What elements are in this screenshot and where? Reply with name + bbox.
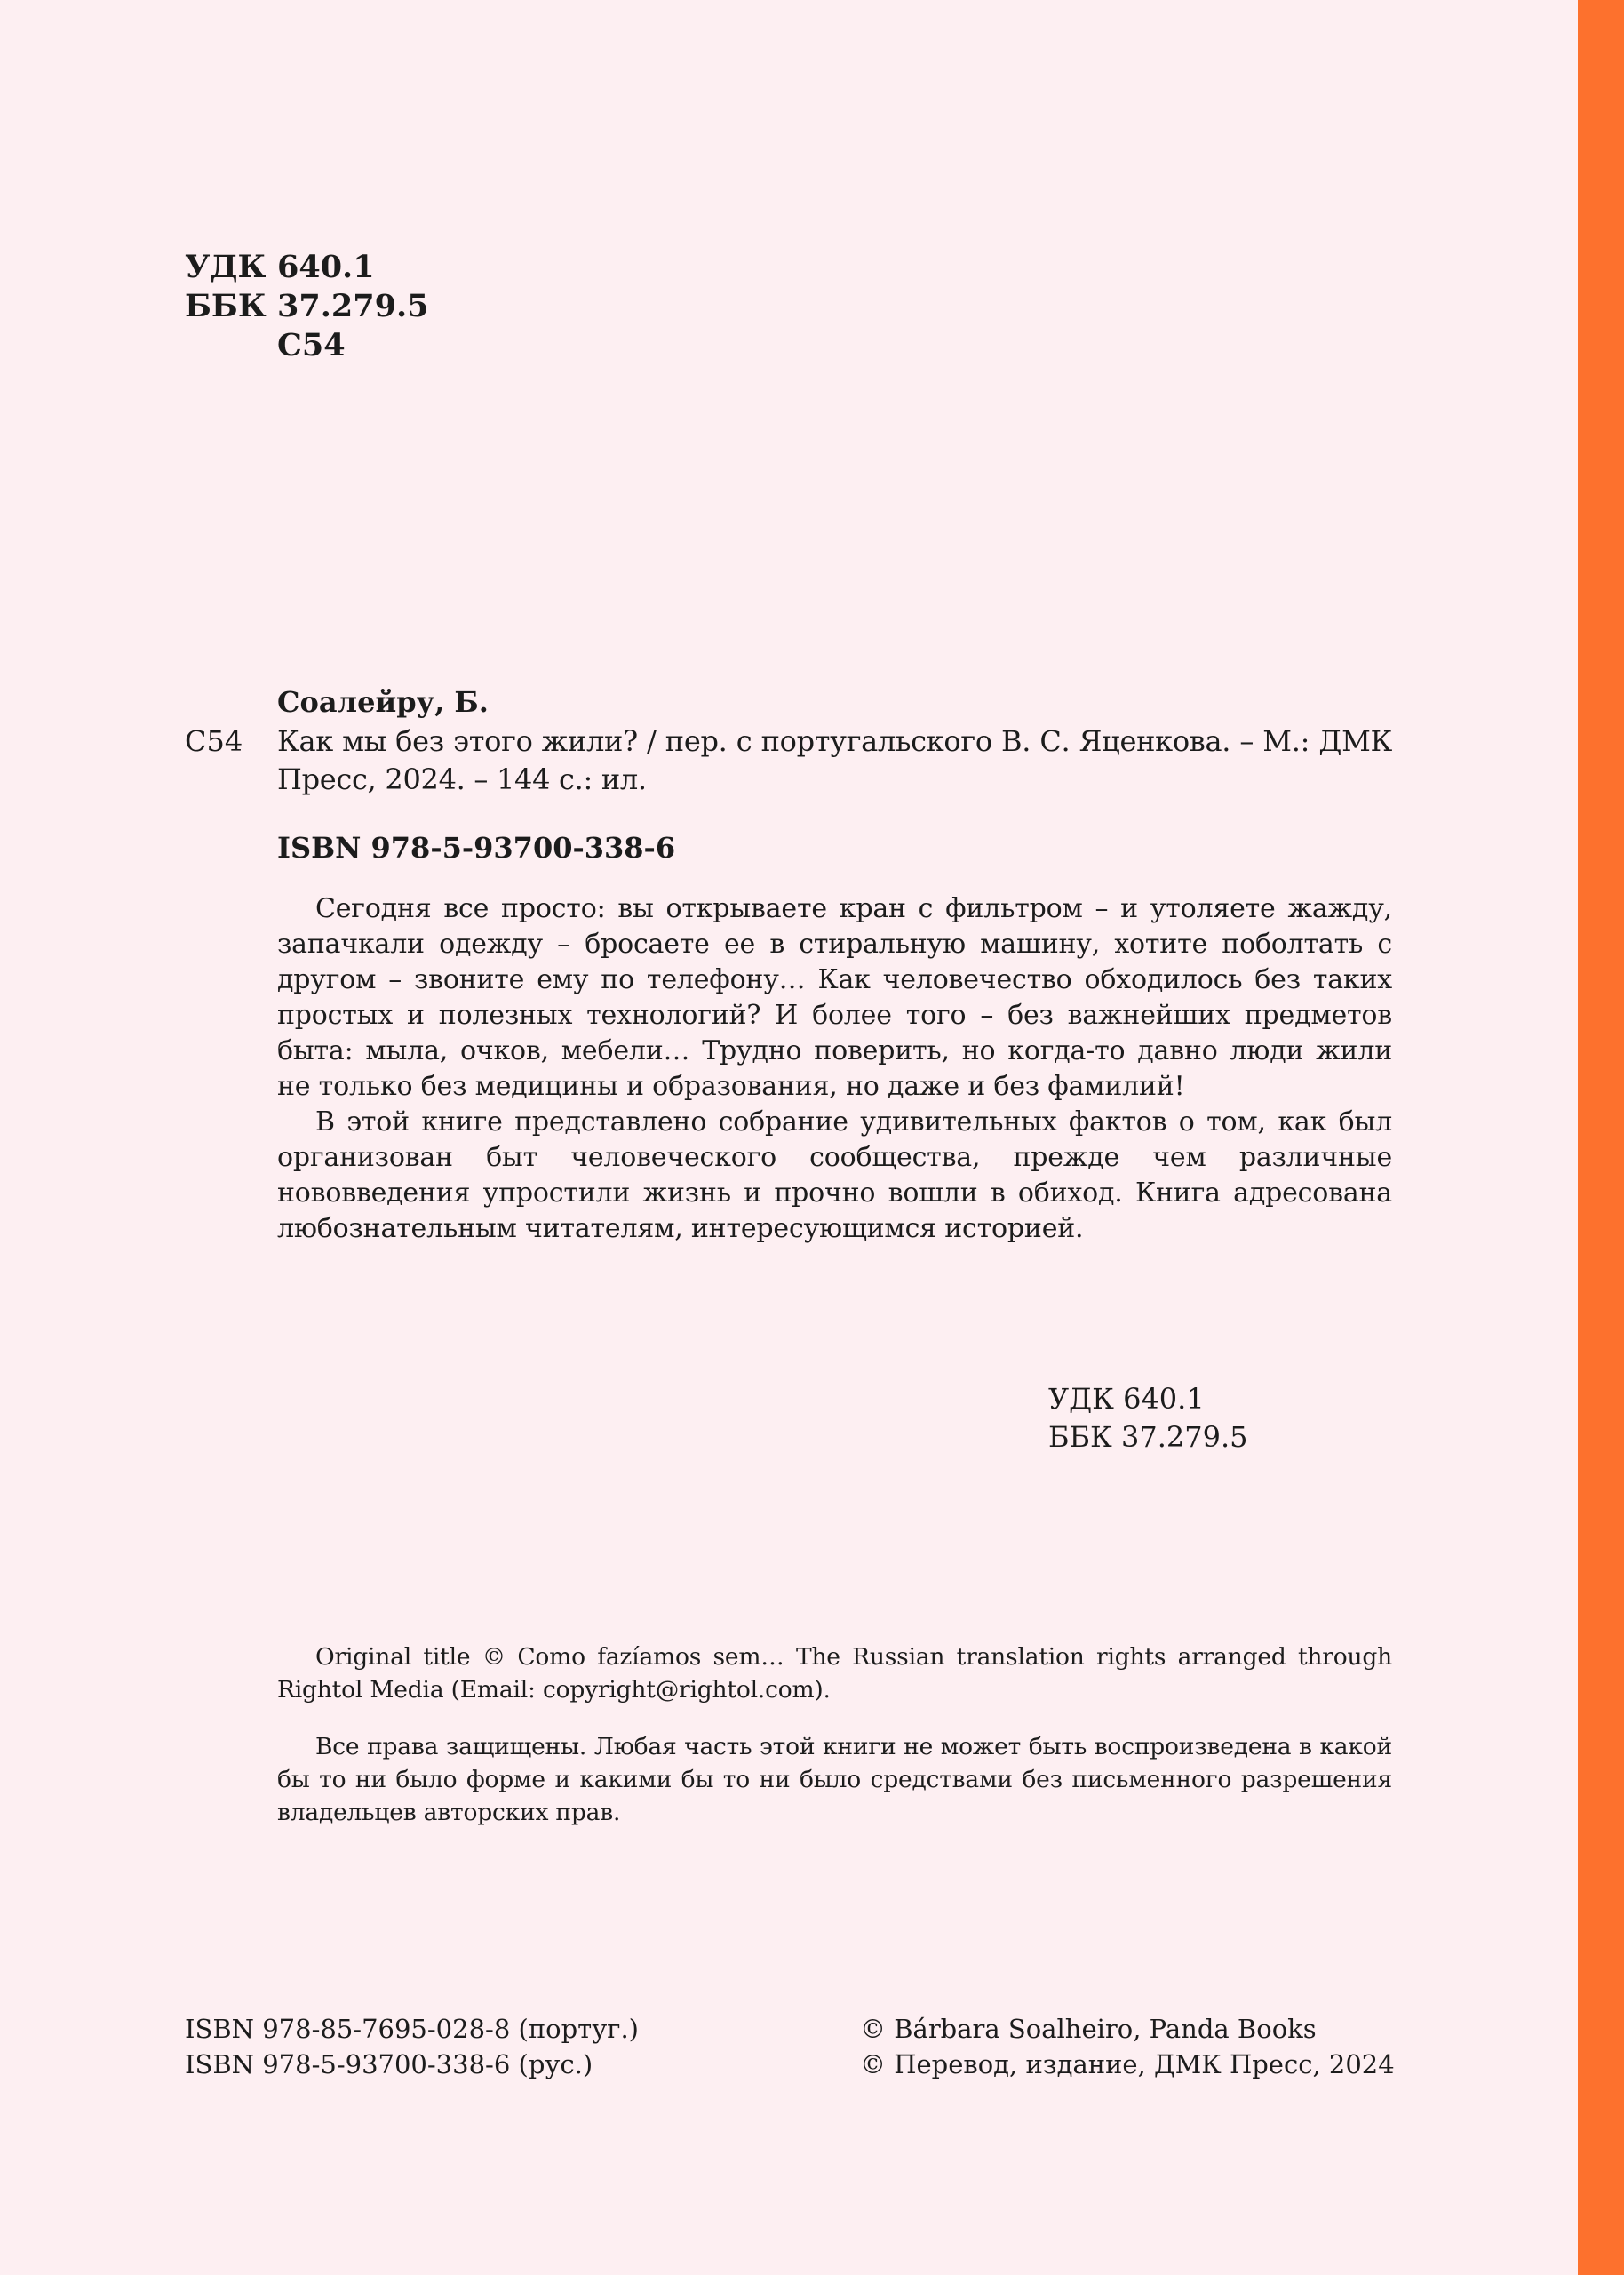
- copyright-translation: © Перевод, издание, ДМК Пресс, 2024: [860, 2049, 1395, 2079]
- copyright-original: © Bárbara Soalheiro, Panda Books: [860, 2014, 1317, 2044]
- bbk-value: 37.279.5: [277, 288, 429, 324]
- author-mark-top: С54: [277, 327, 346, 363]
- rights-reserved-note: Все права защищены. Любая часть этой книги не может быть воспроизведена в какой бы то ни было форме и какими бы то ни было средствами без письменного разрешения владельцев авторских прав.: [277, 1733, 1392, 1826]
- udk-label: УДК: [185, 249, 267, 285]
- bbk-label: ББК: [185, 288, 267, 324]
- isbn-russian: ISBN 978-5-93700-338-6 (рус.): [185, 2049, 593, 2079]
- abstract-paragraph-2: В этой книге представлено собрание удивительных фактов о том, как был организован быт человеческого сообщества, прежде чем различные нововведения упростили жизнь и прочно вошли в обиход. Книга адресована любознательным читателям, интересующимся историей.: [277, 1106, 1392, 1244]
- author-mark: С54: [185, 724, 243, 758]
- orange-edge-bar: [1578, 0, 1624, 2275]
- author-name: Соалейру, Б.: [277, 685, 489, 719]
- title-line-1: Как мы без этого жили? / пер. с португальского В. С. Яценкова. – М.: ДМК: [277, 724, 1392, 758]
- isbn-portuguese: ISBN 978-85-7695-028-8 (португ.): [185, 2014, 639, 2044]
- udk-value: 640.1: [277, 249, 375, 285]
- title-line-2: Пресс, 2024. – 144 с.: ил.: [277, 762, 647, 796]
- udk-bottom: УДК 640.1: [1048, 1382, 1205, 1416]
- isbn-heading: ISBN 978-5-93700-338-6: [277, 831, 676, 865]
- bbk-bottom: ББК 37.279.5: [1048, 1420, 1248, 1454]
- abstract-paragraph-1: Сегодня все просто: вы открываете кран с фильтром – и утоляете жажду, запачкали одежду – бросаете ее в стиральную машину, хотите поболтать с другом – звоните ему по телефону… Как человечество обходилось без таких простых и полезных технологий? И более того – без важнейших предметов быта: мыла, очков, мебели… Трудно поверить, но когда-то давно люди жили не только без медицины и образования, но даже и без фамилий!: [277, 893, 1392, 1102]
- original-title-note: Original title © Como fazíamos sem… The Russian translation rights arranged through Rightol Media (Email: copyright@rightol.com).: [277, 1643, 1392, 1704]
